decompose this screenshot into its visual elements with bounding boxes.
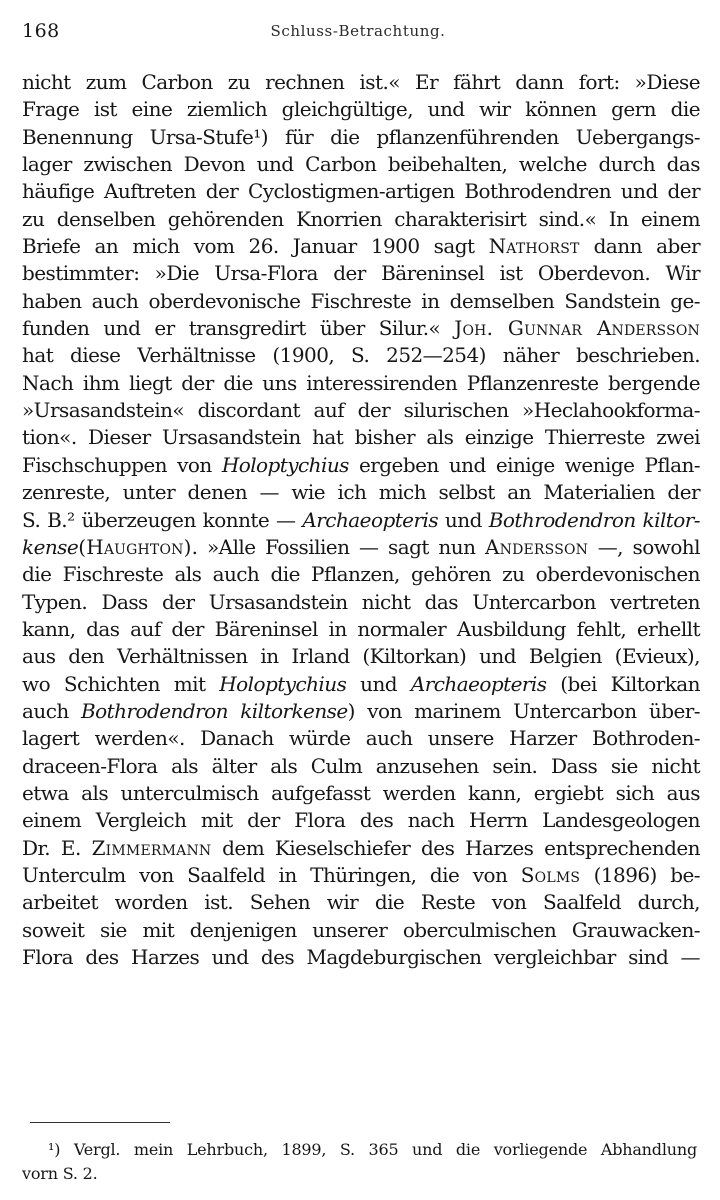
taxon-name: Holoptychius: [219, 671, 347, 696]
text-run: ) von marinem Untercarbon über-: [347, 698, 700, 723]
text-line: lager zwischen Devon und Carbon beibehalten, welche durch das: [22, 152, 700, 177]
text-run: und: [438, 507, 489, 532]
author-name: Andersson: [484, 534, 589, 559]
text-run: funden und er transgredirt über Silur.«: [22, 316, 455, 341]
text-line: zu denselben gehörenden Knorrien charakterisirt sind.« In einem: [22, 206, 700, 231]
text-line: kann, das auf der Bäreninsel in normaler Ausbildung fehlt, erhellt: [22, 616, 700, 641]
author-name: Joh. Gunnar Andersson: [454, 316, 700, 341]
text-line: [22, 835, 700, 862]
text-run: Fischschuppen von: [22, 452, 222, 477]
footnote-divider: [30, 1122, 170, 1123]
text-line: Benennung Ursa-Stufe¹) für die pflanzenführenden Uebergangs-: [22, 124, 700, 149]
running-head: Schluss-Betrachtung.: [270, 22, 446, 40]
text-line: Typen. Dass der Ursasandstein nicht das Untercarbon vertreten: [22, 589, 700, 614]
text-line: etwa als unterculmisch aufgefasst werden kann, ergiebt sich aus: [22, 780, 700, 805]
text-line: nicht zum Carbon zu rechnen ist.« Er fährt dann fort: »Diese: [22, 70, 700, 94]
text-line: [22, 507, 700, 534]
text-line: lagert werden«. Danach würde auch unsere Harzer Bothroden-: [22, 726, 700, 751]
taxon-name: Holoptychius: [221, 452, 349, 477]
footnote-line: [22, 1138, 697, 1162]
taxon-name: Archaeopteris: [302, 507, 439, 532]
text-line: [22, 452, 700, 479]
text-line: »Ursasandstein« discordant auf der silurischen »Heclahookforma-: [22, 398, 700, 423]
text-run: —, sowohl: [588, 534, 700, 559]
text-line: [22, 862, 700, 889]
text-run: . »Alle Fossilien — sagt nun: [191, 534, 485, 559]
text-run: S. B.² überzeugen konnte —: [22, 507, 303, 532]
body-text: [22, 69, 700, 971]
footnote-text: Vergl. mein Lehrbuch, 1899, S. 365 und die vorliegende Abhandlung: [73, 1140, 697, 1159]
text-line: [22, 671, 700, 698]
text-line: [22, 698, 700, 725]
text-line: einem Vergleich mit der Flora des nach Herrn Landesgeologen: [22, 808, 700, 833]
text-line: draceen-Flora als älter als Culm anzusehen sein. Dass sie nicht: [22, 753, 700, 778]
text-line: tion«. Dieser Ursasandstein hat bisher als einzige Thierreste zwei: [22, 425, 700, 450]
author-name: Solms: [520, 862, 581, 887]
author-name: Zimmermann: [91, 835, 212, 860]
text-line: [22, 315, 700, 342]
page-header: [18, 20, 698, 44]
text-run: Dr. E.: [22, 835, 92, 860]
text-run: und: [346, 671, 411, 696]
page-number: 168: [22, 20, 60, 42]
footnote-mark: ¹): [48, 1140, 61, 1159]
text-line: Flora des Harzes und des Magdeburgischen vergleichbar sind —: [22, 945, 700, 969]
author-name: Nathorst: [488, 234, 580, 259]
text-line: zenreste, unter denen — wie ich mich selbst an Materialien der: [22, 480, 700, 505]
text-run: wo Schichten mit: [22, 671, 220, 696]
text-line: [22, 534, 700, 561]
text-run: auch: [22, 698, 81, 723]
text-line: die Fischreste als auch die Pflanzen, gehören zu oberdevonischen: [22, 562, 700, 587]
text-line: häufige Auftreten der Cyclostigmen-artigen Bothrodendren und der: [22, 179, 700, 204]
footnote-line: vorn S. 2.: [22, 1164, 98, 1183]
taxon-name: Archaeopteris: [410, 671, 547, 696]
text-line: hat diese Verhältnisse (1900, S. 252—254) näher beschrieben.: [22, 343, 700, 368]
text-line: [22, 233, 700, 260]
taxon-name: kense: [22, 534, 79, 559]
taxon-name: Bothrodendron kiltorkense: [81, 698, 348, 723]
text-run: ergeben und einige wenige Pflan-: [348, 452, 700, 477]
text-line: bestimmter: »Die Ursa-Flora der Bäreninsel ist Oberdevon. Wir: [22, 261, 700, 286]
text-run: (bei Kiltorkan: [546, 671, 701, 696]
text-line: aus den Verhältnissen in Irland (Kiltorkan) und Belgien (Evieux),: [22, 644, 700, 669]
text-run: Unterculm von Saalfeld in Thüringen, die von: [22, 862, 521, 887]
text-line: Frage ist eine ziemlich gleichgültige, und wir können gern die: [22, 97, 700, 122]
text-line: haben auch oberdevonische Fischreste in demselben Sandstein ge-: [22, 288, 700, 313]
text-line: soweit sie mit denjenigen unserer oberculmischen Grauwacken-: [22, 917, 700, 942]
text-run: dem Kieselschiefer des Harzes entsprechenden: [211, 835, 700, 860]
text-run: (1896) be-: [580, 862, 700, 887]
footnote: [22, 1138, 697, 1186]
text-run: Briefe an mich vom 26. Januar 1900 sagt: [22, 234, 489, 259]
author-name: (Haughton): [78, 534, 192, 559]
text-line: Nach ihm liegt der die uns interessirenden Pflanzenreste bergende: [22, 370, 700, 395]
text-line: arbeitet worden ist. Sehen wir die Reste von Saalfeld durch,: [22, 890, 700, 915]
taxon-name: Bothrodendron kiltor-: [488, 507, 700, 532]
text-run: dann aber: [579, 234, 701, 259]
